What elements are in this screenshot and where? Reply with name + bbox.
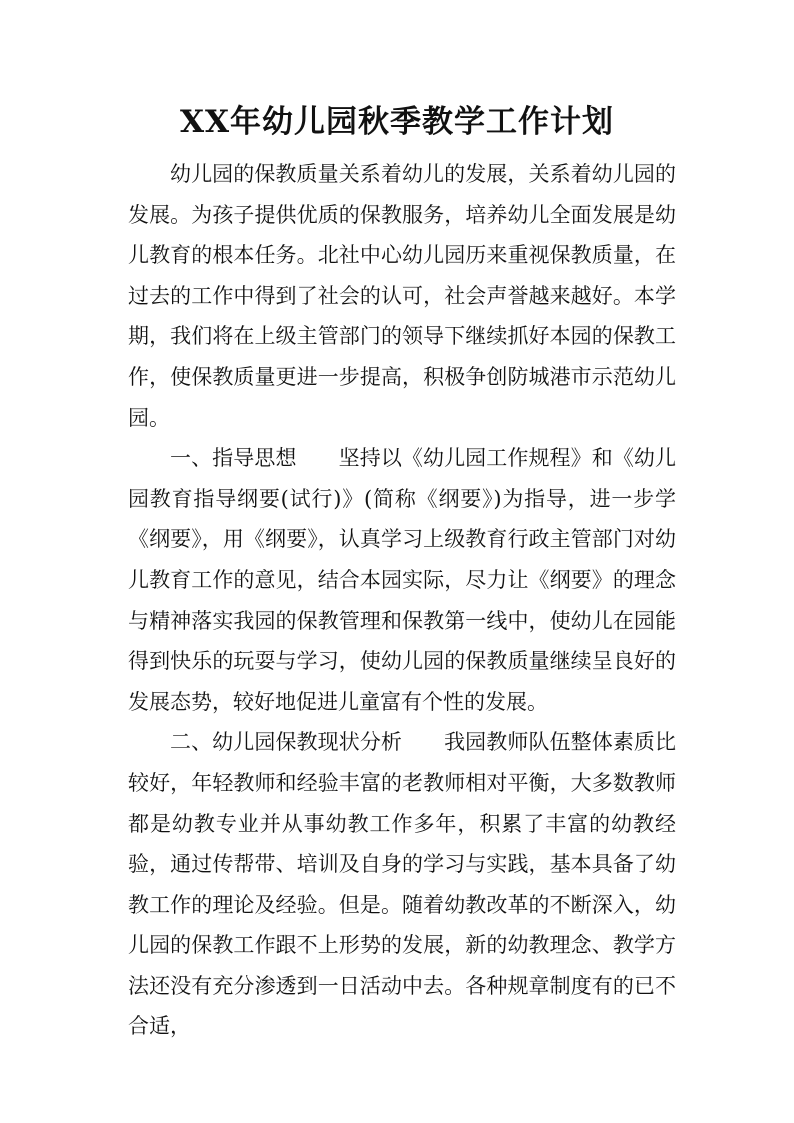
section-guiding-ideology (128, 438, 676, 722)
section-status-analysis (128, 722, 676, 1047)
section-text: 我园教师队伍整体素质比较好，年轻教师和经验丰富的老教师相对平衡，大多数教师都是幼教专业并从事幼教工作多年，积累了丰富的幼教经验，通过传帮带、培训及自身的学习与实践，基本具备了幼教工作的理论及经验。但是。随着幼教改革的不断深入，幼儿园的保教工作跟不上形势的发展，新的幼教理念、教学方法还没有充分渗透到一日活动中去。各种规章制度有的已不合适， (128, 730, 676, 1039)
document-title: XX年幼儿园秋季教学工作计划 (179, 104, 615, 140)
section-text: 坚持以《幼儿园工作规程》和《幼儿园教育指导纲要(试行)》(简称《纲要》)为指导，进一步学《纲要》，用《纲要》，认真学习上级教育行政主管部门对幼儿教育工作的意见，结合本园实际，尽力让《纲要》的理念与精神落实我园的保教管理和保教第一线中，使幼儿在园能得到快乐的玩耍与学习，使幼儿园的保教质量继续呈良好的发展态势，较好地促进儿童富有个性的发展。 (128, 446, 677, 714)
section-heading: 一、指导思想 (170, 446, 297, 471)
section-heading: 二、幼儿园保教现状分析 (170, 730, 402, 755)
document-body (128, 154, 676, 1047)
intro-paragraph: 幼儿园的保教质量关系着幼儿的发展，关系着幼儿园的发展。为孩子提供优质的保教服务，培养幼儿全面发展是幼儿教育的根本任务。北社中心幼儿园历来重视保教质量，在过去的工作中得到了社会的认可，社会声誉越来越好。本学期，我们将在上级主管部门的领导下继续抓好本园的保教工作，使保教质量更进一步提高，积极争创防城港市示范幼儿园。 (128, 162, 676, 430)
